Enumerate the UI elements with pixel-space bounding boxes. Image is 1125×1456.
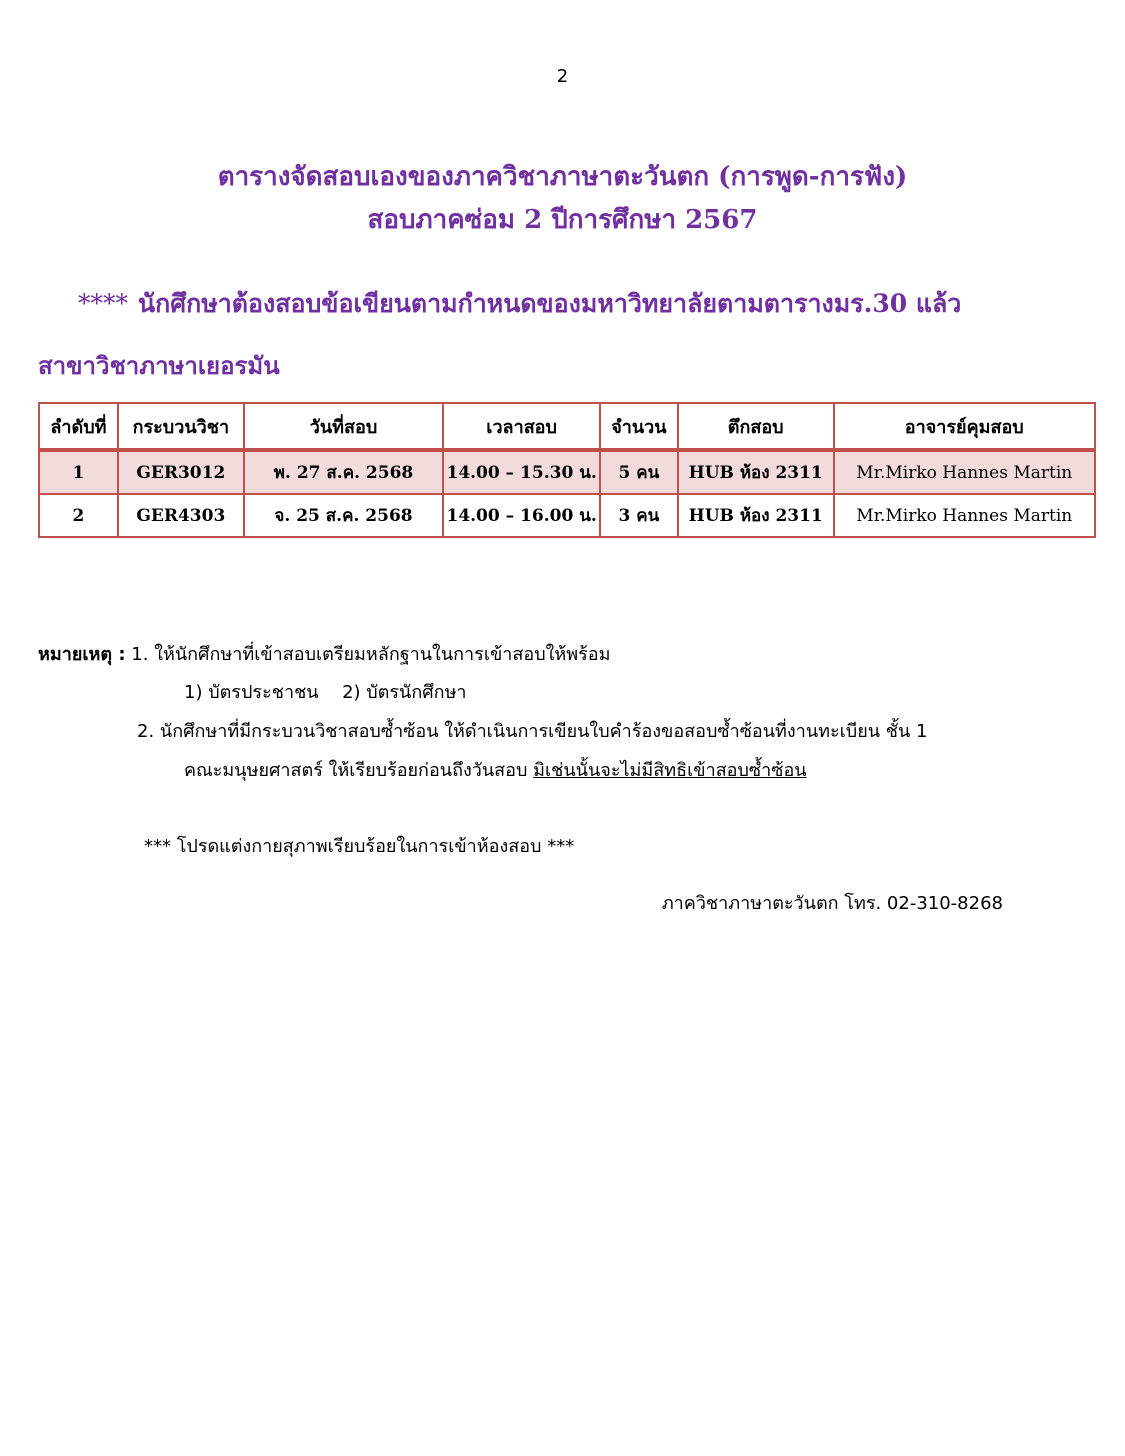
notes-label: หมายเหตุ : [38,644,126,665]
cell-date: จ. 25 ส.ค. 2568 [244,494,444,537]
note-item-2-warning: มิเช่นนั้นจะไม่มีสิทธิเข้าสอบซ้ำซ้อน [533,760,807,781]
note-line-1-sub [184,674,467,712]
section-title: สาขาวิชาภาษาเยอรมัน [38,351,280,380]
cell-order: 2 [39,494,118,537]
page-number: 2 [556,66,569,87]
note-item-2: 2. นักศึกษาที่มีกระบวนวิชาสอบซ้ำซ้อน ให้ดำเนินการเขียนใบคำร้องขอสอบซ้ำซ้อนที่งานทะเบียน ชั้น 1 [137,721,928,742]
cell-date: พ. 27 ส.ค. 2568 [244,450,444,494]
header-course: กระบวนวิชา [118,403,244,450]
contact-info: ภาควิชาภาษาตะวันตก โทร. 02-310-8268 [661,893,1003,914]
header-order: ลำดับที่ [39,403,118,450]
note-line-2 [137,713,928,751]
cell-time: 14.00 – 15.30 น. [443,450,600,494]
cell-count: 3 คน [600,494,678,537]
notice-text: นักศึกษาต้องสอบข้อเขียนตามกำหนดของมหาวิทยาลัยตามตารางมร.30 แล้ว [138,289,962,318]
note-item-1-sub-b: 2) บัตรนักศึกษา [342,682,467,703]
header-time: เวลาสอบ [443,403,600,450]
cell-course: GER4303 [118,494,244,537]
note-item-2-cont: คณะมนุษยศาสตร์ ให้เรียบร้อยก่อนถึงวันสอบ [184,760,528,781]
note-item-1: 1. ให้นักศึกษาที่เข้าสอบเตรียมหลักฐานในการเข้าสอบให้พร้อม [131,644,611,665]
cell-order: 1 [39,450,118,494]
table-row [39,494,1095,537]
page-subtitle: สอบภาคซ่อม 2 ปีการศึกษา 2567 [367,205,758,235]
header-instructor: อาจารย์คุมสอบ [834,403,1095,450]
header-building: ตึกสอบ [678,403,834,450]
cell-building: HUB ห้อง 2311 [678,450,834,494]
header-count: จำนวน [600,403,678,450]
notice-stars: **** [78,289,128,318]
cell-time: 14.00 – 16.00 น. [443,494,600,537]
exam-schedule-table [38,402,1096,538]
table-row [39,450,1095,494]
cell-instructor: Mr.Mirko Hannes Martin [834,494,1095,537]
cell-building: HUB ห้อง 2311 [678,494,834,537]
note-line-2-cont [184,752,807,790]
cell-course: GER3012 [118,450,244,494]
header-date: วันที่สอบ [244,403,444,450]
note-item-1-sub-a: 1) บัตรประชาชน [184,682,319,703]
exam-notice [78,284,961,324]
note-line-1 [38,636,610,674]
dress-code-note: *** โปรดแต่งกายสุภาพเรียบร้อยในการเข้าห้องสอบ *** [144,836,575,857]
table-header-row [39,403,1095,450]
cell-instructor: Mr.Mirko Hannes Martin [834,450,1095,494]
page-title: ตารางจัดสอบเองของภาควิชาภาษาตะวันตก (การพูด-การฟัง) [217,162,908,192]
cell-count: 5 คน [600,450,678,494]
